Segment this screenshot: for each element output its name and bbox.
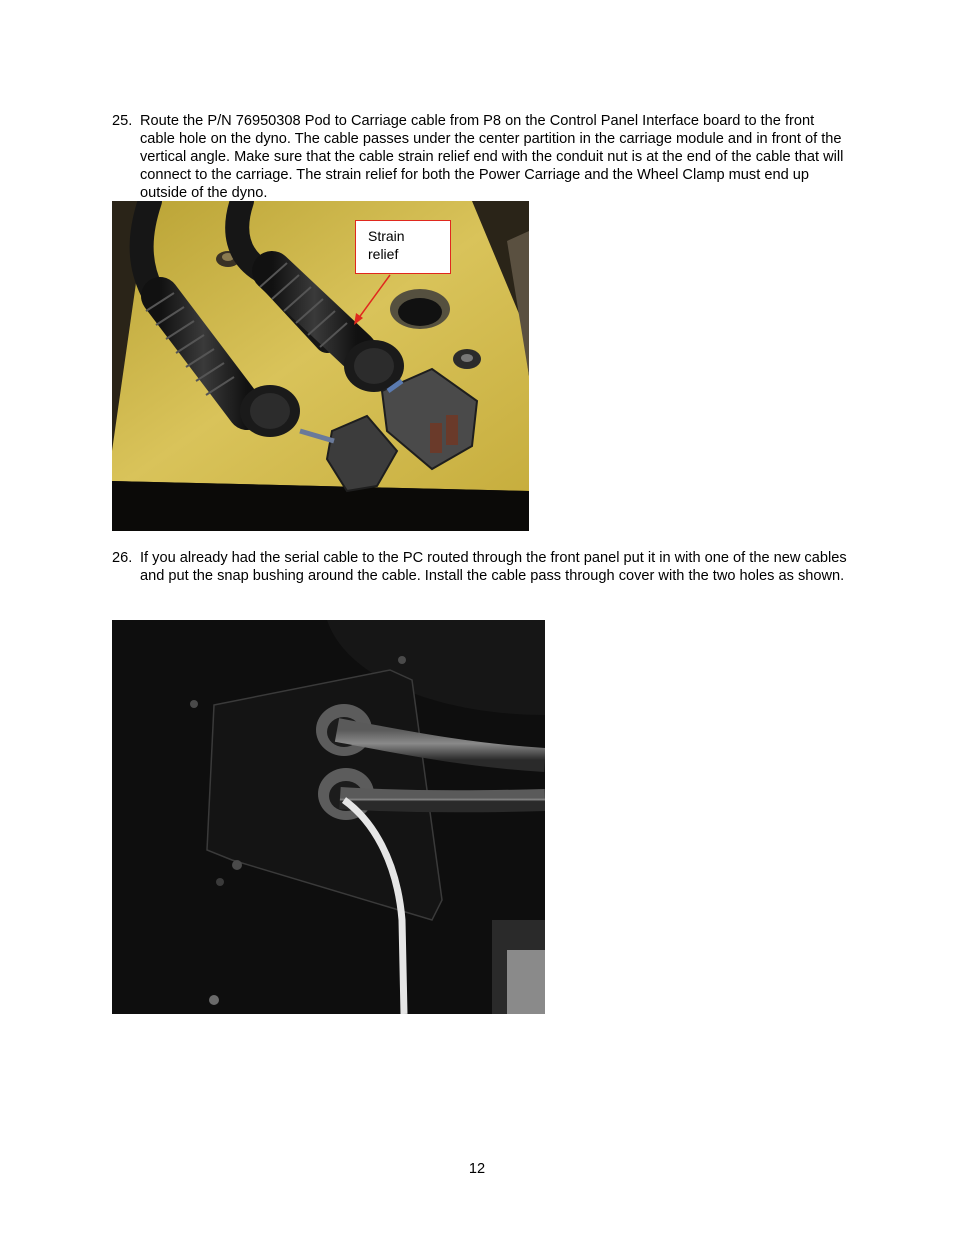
pass-through-cover-photo	[112, 620, 545, 1014]
strain-relief-photo	[112, 201, 529, 531]
screw	[216, 878, 224, 886]
screw	[209, 995, 219, 1005]
callout-line-2: relief	[368, 246, 399, 262]
screw	[190, 700, 198, 708]
step-25	[112, 112, 847, 202]
screw	[232, 860, 242, 870]
callout-line-1: Strain	[368, 228, 405, 244]
step-number: 25.	[112, 113, 133, 129]
step-26	[112, 549, 847, 585]
page-number: 12	[468, 1161, 486, 1177]
step-text: If you already had the serial cable to the PC routed through the front panel put it in with one of the new cables and put the snap bushing around the cable. Install the cable pass through cover with the two holes as shown.	[140, 550, 847, 584]
step-number: 26.	[112, 550, 133, 566]
cable-bottom	[340, 798, 545, 801]
screw	[398, 656, 406, 664]
step-text: Route the P/N 76950308 Pod to Carriage cable from P8 on the Control Panel Interface board to the front cable hole on the dyno. The cable passes under the center partition in the carriage module and in front of the vertical angle. Make sure that the cable strain relief end with the conduit nut is at the end of the cable that will connect to the carriage. The strain relief for both the Power Carriage and the Wheel Clamp must end up outside of the dyno.	[140, 113, 844, 201]
strain-relief-callout	[355, 220, 451, 274]
